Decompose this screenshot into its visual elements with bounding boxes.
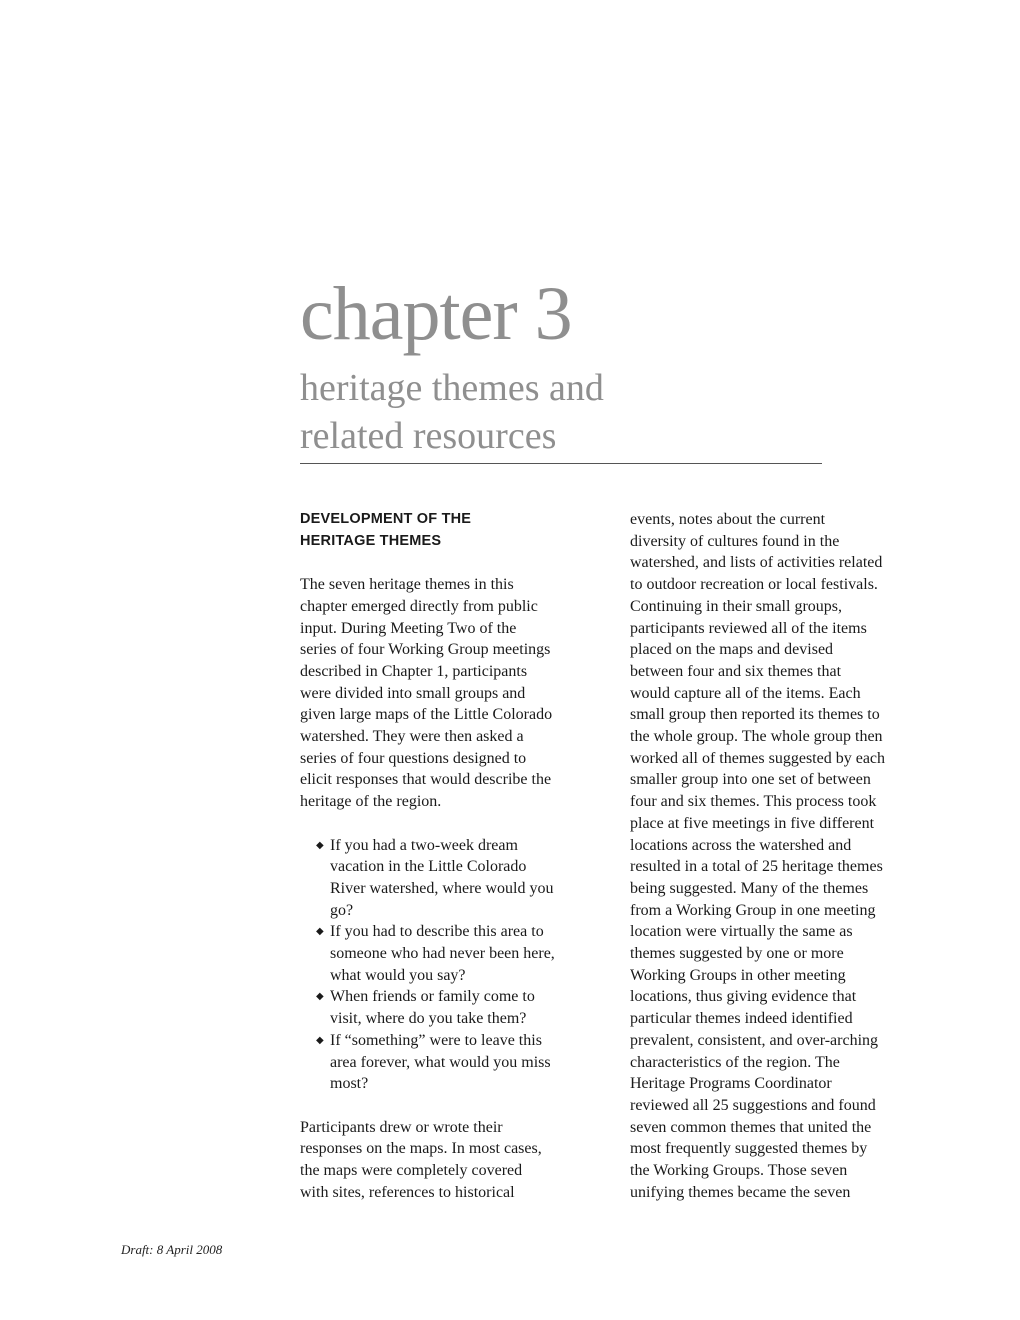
text-line: Working Groups in other meeting [630,966,846,984]
text-line: most frequently suggested themes by [630,1140,868,1158]
question-list-item [300,1030,605,1095]
text-line: smaller group into one set of between [630,771,871,789]
diamond-bullet-icon: ◆ [316,991,324,1003]
text-line: described in Chapter 1, participants [300,662,528,680]
text-line: watershed. They were then asked a [300,728,524,746]
text-line: locations across the watershed and [630,836,852,854]
text-line: If you had a two-week dream [330,836,518,854]
text-line: heritage of the region. [300,793,442,811]
text-line: watershed, and lists of activities related [630,554,883,572]
text-line: with sites, references to historical [300,1183,515,1201]
text-line: the maps were completely covered [300,1162,523,1180]
text-line: to outdoor recreation or local festivals. [630,576,878,594]
text-line: worked all of themes suggested by each [630,749,886,767]
section-heading-line: HERITAGE THEMES [300,532,442,549]
text-line: responses on the maps. In most cases, [300,1140,542,1158]
text-line: area forever, what would you miss [330,1053,551,1071]
text-line: go? [330,901,354,919]
text-line: four and six themes. This process took [630,793,877,811]
text-line: most? [330,1075,369,1093]
right-column [630,509,935,1225]
text-line: the whole group. The whole group then [630,728,883,746]
text-line: participants reviewed all of the items [630,619,867,637]
text-line: elicit responses that would describe the [300,771,552,789]
text-line: vacation in the Little Colorado [330,858,527,876]
intro-paragraph [300,574,605,813]
text-line: seven common themes that united the [630,1118,872,1136]
text-line: locations, thus giving evidence that [630,988,857,1006]
text-line: diversity of cultures found in the [630,532,840,550]
text-line: input. During Meeting Two of the [300,619,517,637]
chapter-title: chapter 3 [300,272,572,356]
text-line: resulted in a total of 25 heritage themes [630,858,883,876]
text-line: characteristics of the region. The [630,1053,840,1071]
diamond-bullet-icon: ◆ [316,839,324,851]
text-line: being suggested. Many of the themes [630,879,869,897]
text-line: location were virtually the same as [630,923,853,941]
text-line: were divided into small groups and [300,684,526,702]
text-line: what would you say? [330,966,466,984]
text-line: When friends or family come to [330,988,535,1006]
section-heading-line: DEVELOPMENT OF THE [300,511,472,527]
text-line: If you had to describe this area to [330,923,544,941]
chapter-subtitle-line: heritage themes and [300,367,604,409]
diamond-bullet-icon: ◆ [316,1034,324,1046]
section-heading [300,509,605,552]
text-line: visit, where do you take them? [330,1010,527,1028]
draft-date-footer: Draft: 8 April 2008 [121,1242,223,1257]
text-line: would capture all of the items. Each [630,684,861,702]
text-line: chapter emerged directly from public [300,597,538,615]
text-line: the Working Groups. Those seven [630,1162,848,1180]
text-line: particular themes indeed identified [630,1010,853,1028]
text-line: between four and six themes that [630,662,842,680]
text-line: prevalent, consistent, and over-arching [630,1031,879,1049]
title-divider [300,463,822,464]
text-line: River watershed, where would you [330,879,554,897]
text-line: series of four Working Group meetings [300,641,551,659]
question-list-item [300,921,605,986]
text-line: Heritage Programs Coordinator [630,1075,832,1093]
text-line: small group then reported its themes to [630,706,880,724]
text-line: place at five meetings in five different [630,814,875,832]
question-list [300,835,605,1095]
text-line: themes suggested by one or more [630,945,844,963]
chapter-subtitle-line: related resources [300,415,557,457]
text-line: series of four questions designed to [300,749,527,767]
text-line: If “something” were to leave this [330,1031,542,1049]
text-line: events, notes about the current [630,511,826,528]
text-line: placed on the maps and devised [630,641,834,659]
text-line: The seven heritage themes in this [300,576,514,594]
text-line: Participants drew or wrote their [300,1118,503,1136]
continued-paragraph [630,509,935,1204]
text-line: someone who had never been here, [330,945,555,963]
text-line: from a Working Group in one meeting [630,901,876,919]
text-line: Continuing in their small groups, [630,597,842,615]
left-column [300,509,605,1225]
question-list-item [300,835,605,922]
responses-paragraph [300,1117,605,1204]
text-line: given large maps of the Little Colorado [300,706,553,724]
question-list-item [300,986,605,1029]
chapter-subtitle [300,364,820,460]
text-line: unifying themes became the seven [630,1183,851,1201]
text-line: reviewed all 25 suggestions and found [630,1096,876,1114]
diamond-bullet-icon: ◆ [316,926,324,938]
